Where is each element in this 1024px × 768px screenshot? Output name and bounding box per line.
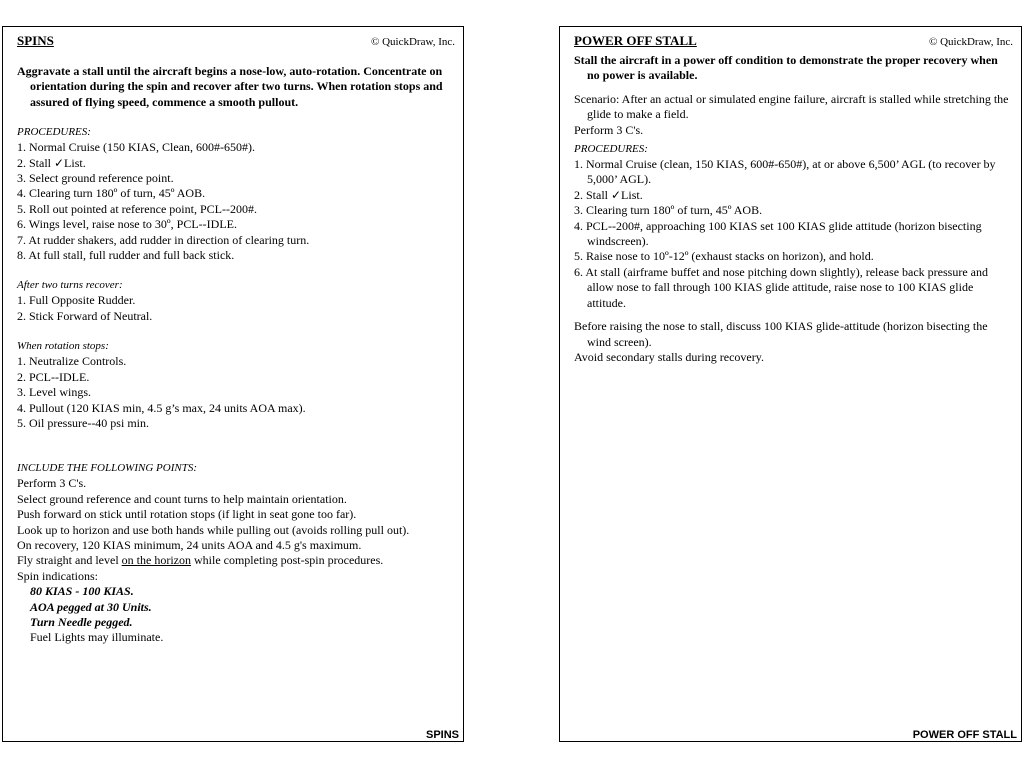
perform-text: Perform 3 C's. (574, 122, 644, 137)
recover-step: 1. Full Opposite Rudder. (17, 293, 136, 308)
rotation-step: 2. PCL--IDLE. (17, 369, 90, 384)
recover-list (17, 293, 455, 324)
recover-heading: After two turns recover: (17, 279, 123, 292)
card-header (17, 33, 455, 49)
procedure-step: 5. Raise nose to 10º-12º (exhaust stacks on horizon), and hold. (574, 249, 874, 264)
avoid-text: Avoid secondary stalls during recovery. (574, 349, 764, 364)
procedure-step: 1. Normal Cruise (clean, 150 KIAS, 600#-650#), at or above 6,500’ AGL (to recover by 5,000’ AGL). (574, 157, 996, 187)
card-title: POWER OFF STALL (574, 33, 697, 48)
procedure-step: 5. Roll out pointed at reference point, PCL--200#. (17, 201, 257, 216)
rotation-step: 5. Oil pressure--40 psi min. (17, 415, 149, 430)
procedure-step: 4. Clearing turn 180º of turn, 45º AOB. (17, 186, 206, 201)
rotation-list (17, 354, 455, 431)
procedures-list (574, 157, 1013, 311)
point-item: Push forward on stick until rotation stops (if light in seat gone too far). (17, 507, 357, 522)
procedure-step: 1. Normal Cruise (150 KIAS, Clean, 600#-650#). (17, 140, 255, 155)
procedures-heading: PROCEDURES: (17, 126, 91, 139)
spins-card (2, 26, 464, 742)
points-list (17, 476, 455, 645)
power-off-stall-card (559, 26, 1022, 742)
spin-indication: Turn Needle pegged. (30, 614, 133, 629)
procedure-step: 6. At stall (airframe buffet and nose pitching down slightly), release back pressure and allow nose to fall through 100 KIAS glide attitude, raise nose to 100 KIAS glide attitude. (574, 264, 988, 310)
fly-prefix: Fly straight and level (17, 553, 122, 568)
procedure-step: 2. Stall ✓List. (17, 155, 86, 170)
point-item: On recovery, 120 KIAS minimum, 24 units AOA and 4.5 g's maximum. (17, 537, 362, 552)
fly-underlined: on the horizon (121, 553, 191, 568)
spin-indications-label: Spin indications: (17, 568, 98, 583)
procedures-heading: PROCEDURES: (574, 143, 648, 156)
before-text: Before raising the nose to stall, discuss 100 KIAS glide-attitude (horizon bisecting the wind screen). (574, 319, 988, 349)
card-header (574, 33, 1013, 49)
rotation-heading: When rotation stops: (17, 340, 109, 353)
scenario-text: Scenario: After an actual or simulated engine failure, aircraft is stalled while stretching the glide to make a field. (574, 91, 1009, 122)
procedure-step: 8. At full stall, full rudder and full back stick. (17, 248, 235, 263)
procedures-list (17, 140, 455, 263)
point-item: Look up to horizon and use both hands while pulling out (avoids rolling pull out). (17, 522, 410, 537)
spin-indication: AOA pegged at 30 Units. (30, 599, 152, 614)
card-title: SPINS (17, 33, 54, 48)
copyright-notice: © QuickDraw, Inc. (928, 36, 1013, 48)
card-footer: SPINS (425, 729, 459, 741)
procedure-step: 6. Wings level, raise nose to 30º, PCL--IDLE. (17, 217, 237, 232)
point-item: Perform 3 C's. (17, 476, 87, 491)
procedure-step: 7. At rudder shakers, add rudder in direction of clearing turn. (17, 232, 310, 247)
procedure-step: 4. PCL--200#, approaching 100 KIAS set 100 KIAS glide attitude (horizon bisecting windscreen). (574, 218, 982, 249)
rotation-step: 4. Pullout (120 KIAS min, 4.5 g’s max, 24 units AOA max). (17, 400, 306, 415)
procedure-step: 3. Select ground reference point. (17, 171, 174, 186)
point-item-fly (17, 553, 455, 568)
rotation-step: 3. Level wings. (17, 385, 91, 400)
recover-step: 2. Stick Forward of Neutral. (17, 308, 153, 323)
spin-indication: 80 KIAS - 100 KIAS. (30, 584, 134, 599)
card-footer: POWER OFF STALL (912, 729, 1017, 741)
spin-indication: Fuel Lights may illuminate. (30, 630, 164, 645)
point-item: Select ground reference and count turns to help maintain orientation. (17, 491, 347, 506)
fly-suffix: while completing post-spin procedures. (190, 553, 384, 568)
intro-text: Stall the aircraft in a power off condition to demonstrate the proper recovery when no power is available. (574, 53, 998, 83)
intro-text: Aggravate a stall until the aircraft begins a nose-low, auto-rotation. Concentrate on orientation during the spin and recover after two turns. When rotation stops and assured of flying speed, commence a smooth pullout. (17, 64, 443, 109)
copyright-notice: © QuickDraw, Inc. (370, 36, 455, 48)
procedure-step: 3. Clearing turn 180º of turn, 45º AOB. (574, 203, 763, 218)
points-heading: INCLUDE THE FOLLOWING POINTS: (17, 462, 197, 475)
procedure-step: 2. Stall ✓List. (574, 187, 643, 202)
rotation-step: 1. Neutralize Controls. (17, 354, 127, 369)
